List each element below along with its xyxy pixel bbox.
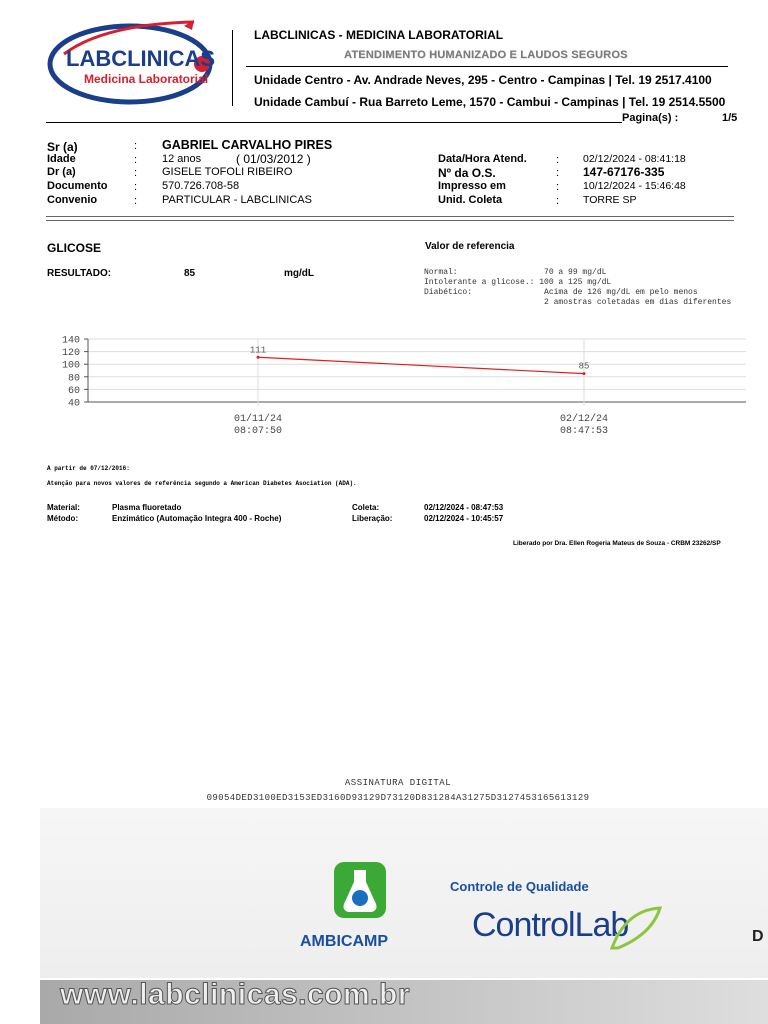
- signature-title: ASSINATURA DIGITAL: [344, 778, 452, 788]
- unit-centro: Unidade Centro - Av. Andrade Neves, 295 - Centro - Campinas | Tel. 19 2517.4100: [254, 73, 712, 87]
- colon: :: [134, 154, 138, 166]
- leaf-icon: [606, 904, 662, 954]
- colon: :: [134, 195, 138, 207]
- website-url: www.labclinicas.com.br: [60, 978, 410, 1011]
- collection-unit: TORRE SP: [583, 194, 637, 206]
- data-label: 85: [578, 361, 590, 372]
- x-tick-date: 01/11/24: [233, 414, 283, 425]
- reference-title: Valor de referencia: [425, 241, 515, 252]
- patient-name: GABRIEL CARVALHO PIRES: [162, 138, 333, 152]
- datetime-label: Data/Hora Atend.: [438, 153, 527, 165]
- y-tick-label: 60: [67, 385, 80, 397]
- colon: :: [556, 154, 560, 166]
- os-label: Nº da O.S.: [438, 166, 496, 180]
- released-by: Liberado por Dra. Ellen Rogeria Mateus de Souza - CRBM 23262/SP: [513, 540, 721, 547]
- reference-line: Diabético: Acima de 126 mg/dL em pelo menos: [424, 288, 698, 297]
- ambicamp-logo: [332, 860, 388, 920]
- document-label: Documento: [47, 180, 108, 192]
- result-label: RESULTADO:: [47, 268, 112, 279]
- y-tick-label: 40: [67, 398, 80, 410]
- x-tick-date: 02/12/24: [559, 414, 609, 425]
- colon: :: [134, 167, 138, 179]
- header-divider: [232, 30, 233, 106]
- unit-cambui: Unidade Cambuí - Rua Barreto Leme, 1570 - Cambui - Campinas | Tel. 19 2514.5500: [254, 95, 726, 109]
- reference-line: Normal: 70 a 99 mg/dL: [424, 268, 607, 277]
- release-datetime: 02/12/2024 - 10:45:57: [424, 514, 504, 523]
- attendance-datetime: 02/12/2024 - 08:41:18: [583, 153, 686, 165]
- printed-datetime: 10/12/2024 - 15:46:48: [583, 180, 686, 192]
- material-label: Material:: [47, 503, 80, 512]
- y-tick-label: 80: [67, 373, 80, 385]
- glucose-series-line: [258, 357, 584, 373]
- reference-line: Intolerante a glicose.: 100 a 125 mg/dL: [424, 278, 612, 287]
- collection-datetime: 02/12/2024 - 08:47:53: [424, 503, 504, 512]
- logo-wordmark: LABCLINICAS: [66, 46, 216, 71]
- data-point: [257, 356, 260, 359]
- data-point: [583, 372, 586, 375]
- colon: :: [134, 140, 138, 152]
- colon: :: [556, 181, 560, 193]
- colon: :: [556, 167, 560, 179]
- result-value: 85: [184, 268, 196, 279]
- method-label: Método:: [47, 514, 79, 523]
- quality-control-label: Controle de Qualidade: [450, 879, 589, 894]
- exam-name: GLICOSE: [47, 241, 102, 255]
- material-value: Plasma fluoretado: [112, 503, 182, 512]
- partial-logo-letter: D: [752, 928, 764, 945]
- header-rule: [46, 122, 622, 123]
- y-tick-label: 120: [61, 348, 80, 360]
- printed-label: Impresso em: [438, 180, 506, 192]
- controllab-logo: ControlLab: [472, 906, 629, 944]
- y-tick-label: 100: [61, 360, 80, 372]
- release-label: Liberação:: [352, 514, 393, 523]
- insurance-label: Convenio: [47, 194, 98, 206]
- logo-subtitle: Medicina Laboratorial: [84, 72, 209, 86]
- birth-date: ( 01/03/2012 ): [236, 152, 311, 166]
- data-label: 111: [249, 345, 267, 356]
- lab-title: LABCLINICAS - MEDICINA LABORATORIAL: [254, 28, 504, 42]
- patient-block-rule: [46, 216, 734, 221]
- collection-label: Coleta:: [352, 503, 380, 512]
- note-text: Atenção para novos valores de referência segundo a American Diabetes Asociation (ADA).: [47, 480, 357, 487]
- glucose-history-chart: [0, 325, 768, 445]
- signature-code: 09054DED3100ED3153ED3160D93129D73120D831284A31275D3127453165613129: [206, 793, 590, 803]
- unit-label: Unid. Coleta: [438, 194, 503, 206]
- patient-age: 12 anos: [162, 153, 202, 165]
- reference-line: 2 amostras coletadas em dias diferentes: [424, 298, 732, 307]
- x-tick-time: 08:07:50: [233, 426, 283, 437]
- page-label: Pagina(s) :: [622, 112, 679, 124]
- doctor-name: GISELE TOFOLI RIBEIRO: [162, 166, 293, 178]
- page-number: 1/5: [722, 112, 738, 124]
- ambicamp-name: AMBICAMP: [300, 933, 388, 950]
- labclinicas-logo: [44, 16, 216, 108]
- x-tick-time: 08:47:53: [559, 426, 609, 437]
- document-number: 570.726.708-58: [162, 180, 240, 192]
- note-date: A partir de 07/12/2016:: [47, 465, 130, 472]
- subtitle-rule: [246, 66, 728, 67]
- result-unit: mg/dL: [284, 268, 314, 279]
- patient-name-label: Sr (a): [47, 140, 78, 154]
- insurance: PARTICULAR - LABCLINICAS: [162, 194, 312, 206]
- age-label: Idade: [47, 153, 76, 165]
- colon: :: [556, 195, 560, 207]
- colon: :: [134, 181, 138, 193]
- os-number: 147-67176-335: [583, 165, 665, 179]
- doctor-label: Dr (a): [47, 166, 76, 178]
- lab-subtitle: ATENDIMENTO HUMANIZADO E LAUDOS SEGUROS: [344, 49, 628, 61]
- y-tick-label: 140: [61, 335, 80, 347]
- method-value: Enzimático (Automação Integra 400 - Roche): [112, 514, 282, 523]
